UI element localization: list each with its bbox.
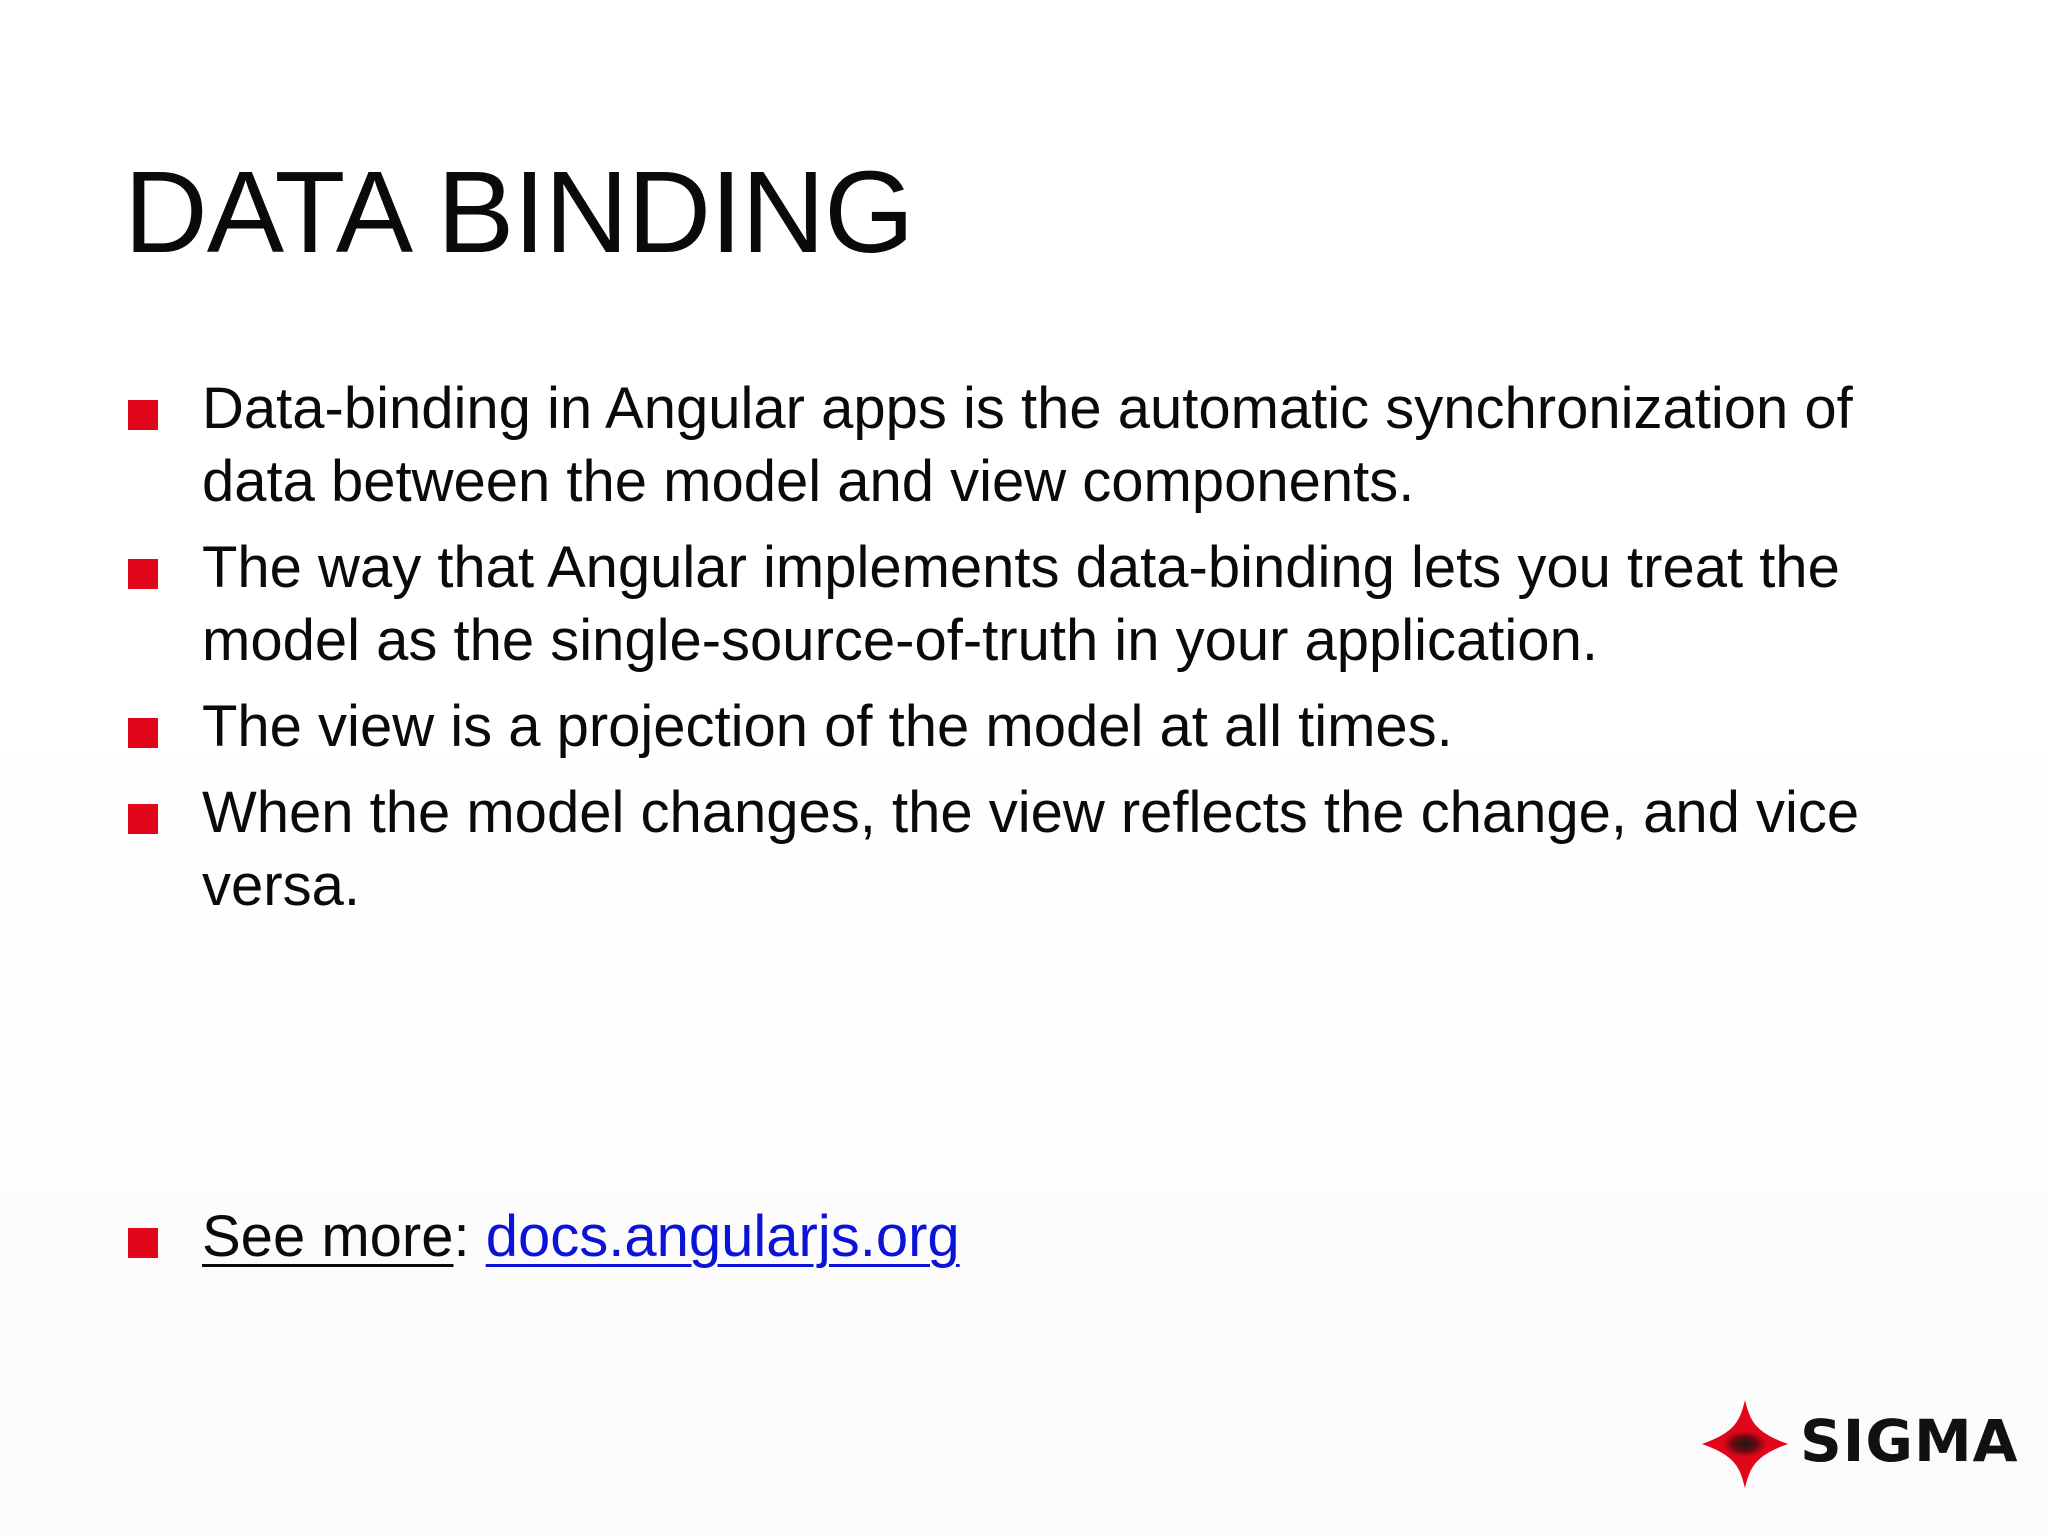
bullet-text: The view is a projection of the model at all times. (202, 694, 1453, 759)
bullet-square-icon (128, 1228, 158, 1258)
bullet-item (126, 690, 1956, 763)
bullet-square-icon (128, 718, 158, 748)
see-more-link[interactable]: See more (202, 1204, 454, 1269)
bullet-text: The way that Angular implements data-binding lets you treat the model as the single-source-of-truth in your application. (202, 535, 1840, 673)
bullet-text: Data-binding in Angular apps is the automatic synchronization of data between the model and view components. (202, 376, 1853, 514)
see-more-separator: : (453, 1204, 486, 1269)
docs-link[interactable]: docs.angularjs.org (485, 1204, 960, 1269)
bullet-item (126, 372, 1956, 518)
sigma-cross-logo-icon (1700, 1398, 1790, 1490)
logo-text: SIGMA (1800, 1407, 2019, 1475)
bullet-list (126, 372, 1956, 935)
bullet-square-icon (128, 804, 158, 834)
bullet-item (126, 531, 1956, 677)
bullet-item (126, 776, 1956, 922)
see-more-bullet (126, 1200, 960, 1273)
slide-title: DATA BINDING (124, 147, 914, 277)
bullet-text: When the model changes, the view reflects the change, and vice versa. (202, 780, 1860, 918)
bullet-square-icon (128, 559, 158, 589)
sigma-logo (1700, 1398, 2019, 1490)
bullet-square-icon (128, 400, 158, 430)
